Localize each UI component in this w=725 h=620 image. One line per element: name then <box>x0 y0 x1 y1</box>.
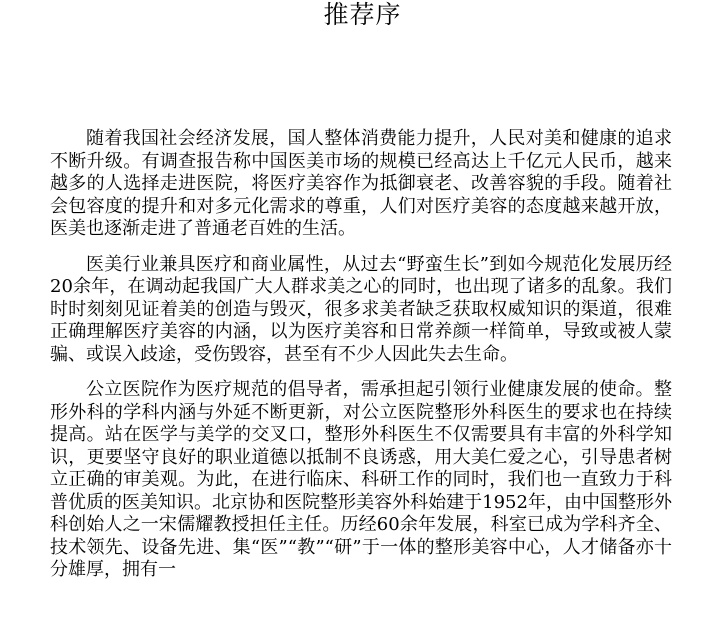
paragraph: 公立医院作为医疗规范的倡导者，需承担起引领行业健康发展的使命。整形外科的学科内涵与外延不断更新，对公立医院整形外科医生的要求也在持续提高。站在医学与美学的交叉口，整形外科医生不仅需要具有丰富的外科学知识，更要坚守良好的职业道德以抵制不良诱惑，用大美仁爱之心，引导患者树立正确的审美观。为此，在进行临床、科研工作的同时，我们也一直致力于科普优质的医美知识。北京协和医院整形美容外科始建于1952年，由中国整形外科创始人之一宋儒耀教授担任主任。历经60余年发展，科室已成为学科齐全、技术领先、设备先进、集“医”“教”“研”于一体的整形美容中心，人才储备亦十分雄厚，拥有一 <box>50 379 672 580</box>
paragraph: 医美行业兼具医疗和商业属性，从过去“野蛮生长”到如今规范化发展历经20余年，在调动起我国广大人群求美之心的同时，也出现了诸多的乱象。我们时时刻刻见证着美的创造与毁灭，很多求美者缺乏获取权威知识的渠道，很难正确理解医疗美容的内涵，以为医疗美容和日常养颜一样简单，导致或被人蒙骗、或误入歧途，受伤毁容，甚至有不少人因此失去生命。 <box>50 253 672 365</box>
document-body <box>50 128 672 595</box>
page-title: 推荐序 <box>323 0 402 29</box>
paragraph: 随着我国社会经济发展，国人整体消费能力提升，人民对美和健康的追求不断升级。有调查报告称中国医美市场的规模已经高达上千亿元人民币，越来越多的人选择走进医院，将医疗美容作为抵御衰老、改善容貌的手段。随着社会包容度的提升和对多元化需求的尊重，人们对医疗美容的态度越来越开放，医美也逐渐走进了普通老百姓的生活。 <box>50 128 672 239</box>
